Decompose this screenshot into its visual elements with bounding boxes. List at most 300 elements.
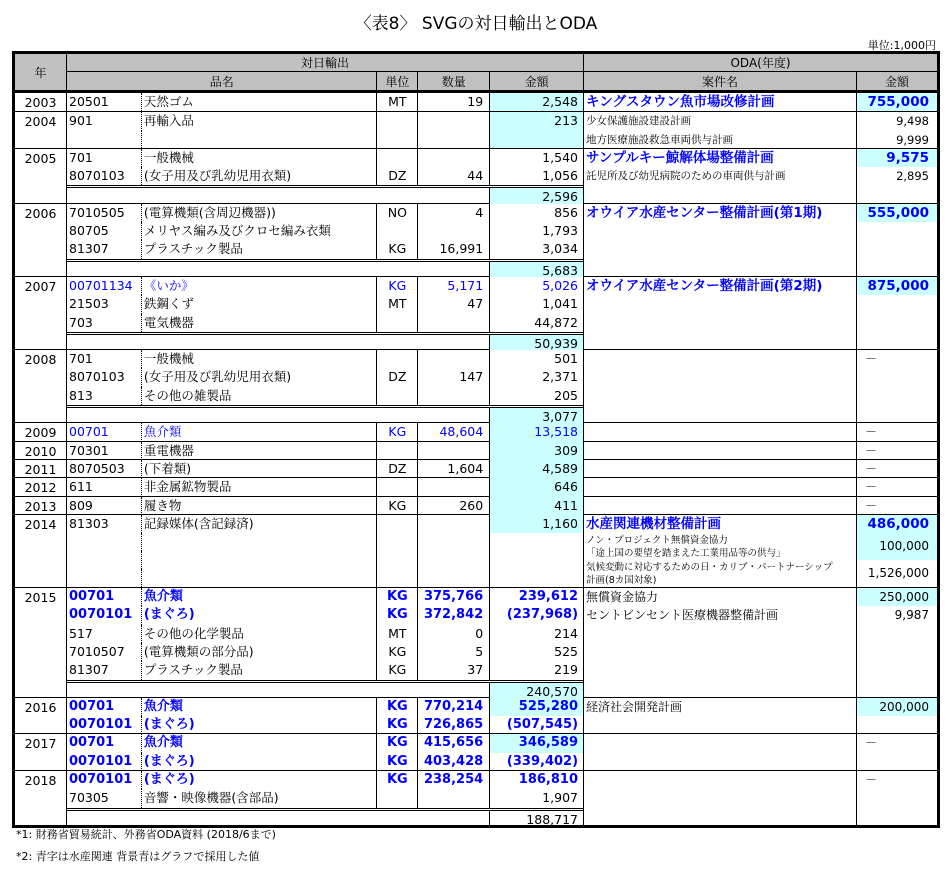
oda-amount: － bbox=[865, 352, 878, 367]
oda-project-name: 経済社会開発計画 bbox=[584, 698, 857, 716]
item-amount bbox=[490, 131, 583, 148]
item-qty bbox=[418, 478, 490, 496]
item-qty: 37 bbox=[418, 661, 490, 679]
item-unit bbox=[377, 131, 418, 148]
item-unit bbox=[377, 149, 418, 167]
item-name: 再輸入品 bbox=[141, 112, 378, 130]
item-qty bbox=[418, 533, 490, 551]
oda-row bbox=[584, 131, 937, 149]
oda-project-name: 少女保護施設建設計画 bbox=[584, 112, 857, 130]
item-name: その他の化学製品 bbox=[141, 625, 378, 643]
oda-project-name: 水産関連機材整備計画 bbox=[584, 515, 857, 533]
item-qty: 726,865 bbox=[418, 716, 490, 734]
item-qty bbox=[418, 149, 490, 167]
item-name: メリヤス編み及びクロセ編み衣類 bbox=[141, 222, 378, 240]
oda-row bbox=[584, 533, 937, 560]
export-items bbox=[67, 442, 584, 459]
year-block bbox=[15, 203, 937, 276]
item-name: (まぐろ) bbox=[141, 753, 378, 771]
year-cell: 2016 bbox=[15, 698, 67, 734]
item-name: 一般機械 bbox=[141, 149, 378, 167]
item-name bbox=[141, 533, 378, 551]
oda-filler bbox=[584, 716, 937, 733]
item-amount: 239,612 bbox=[518, 589, 579, 605]
oda-amount: 2,895 bbox=[896, 169, 929, 184]
item-unit: KG bbox=[377, 643, 418, 661]
item-name: 履き物 bbox=[141, 497, 378, 515]
year-cell: 2005 bbox=[15, 149, 67, 203]
oda-amount: 1,526,000 bbox=[867, 566, 929, 581]
item-unit bbox=[377, 789, 418, 807]
item-qty: 48,604 bbox=[418, 423, 490, 441]
item-code: 813 bbox=[69, 387, 93, 403]
item-qty: 16,991 bbox=[418, 240, 490, 258]
export-items bbox=[67, 588, 584, 697]
year-block bbox=[15, 441, 937, 459]
header-oda: ODA(年度) bbox=[584, 54, 937, 72]
item-name bbox=[141, 569, 378, 587]
item-code bbox=[67, 569, 141, 587]
item-amount bbox=[490, 569, 583, 587]
oda-items bbox=[584, 478, 937, 495]
oda-amount: 9,999 bbox=[896, 132, 929, 147]
oda-filler bbox=[584, 295, 937, 349]
oda-project-name: キングスタウン魚市場改修計画 bbox=[584, 93, 857, 111]
item-name: 魚介類 bbox=[141, 698, 378, 716]
oda-items bbox=[584, 460, 937, 477]
item-qty bbox=[418, 569, 490, 587]
item-name: (まぐろ) bbox=[141, 606, 378, 624]
export-row bbox=[67, 167, 583, 185]
footnote-1: *1: 財務省貿易統計、外務省ODA資料 (2018/6まで) bbox=[16, 828, 276, 841]
year-cell: 2011 bbox=[15, 460, 67, 477]
item-unit: DZ bbox=[377, 368, 418, 386]
item-amount: 213 bbox=[490, 112, 583, 130]
subtotal-spacer bbox=[67, 262, 490, 277]
export-row bbox=[67, 625, 583, 643]
oda-filler bbox=[584, 368, 937, 422]
oda-row bbox=[584, 588, 937, 606]
export-row bbox=[67, 515, 583, 533]
subtotal-row bbox=[67, 405, 583, 423]
subtotal-row bbox=[67, 680, 583, 698]
item-qty bbox=[418, 350, 490, 368]
item-name: 音響・映像機器(含部品) bbox=[141, 789, 378, 807]
item-unit bbox=[377, 551, 418, 569]
oda-amount: 250,000 bbox=[857, 588, 937, 606]
item-code: 81307 bbox=[69, 241, 109, 257]
export-row bbox=[67, 240, 583, 258]
year-cell: 2010 bbox=[15, 442, 67, 459]
year-cell: 2015 bbox=[15, 588, 67, 697]
item-amount: 3,034 bbox=[542, 241, 579, 257]
item-amount: 1,793 bbox=[542, 223, 579, 239]
item-code: 701 bbox=[69, 351, 93, 367]
item-qty bbox=[418, 551, 490, 569]
item-amount: 646 bbox=[490, 478, 583, 496]
oda-amount: － bbox=[865, 498, 878, 513]
oda-amount: 200,000 bbox=[857, 698, 937, 716]
oda-project-name bbox=[584, 442, 857, 460]
item-name: プラスチック製品 bbox=[141, 240, 378, 258]
item-amount: 219 bbox=[554, 662, 579, 678]
item-qty bbox=[418, 131, 490, 148]
item-unit: MT bbox=[377, 625, 418, 643]
subtotal-spacer bbox=[67, 683, 490, 698]
export-row bbox=[67, 789, 583, 807]
export-row bbox=[67, 478, 583, 496]
year-cell: 2009 bbox=[15, 423, 67, 440]
item-qty: 1,604 bbox=[418, 460, 490, 478]
item-unit bbox=[377, 515, 418, 533]
item-unit: KG bbox=[377, 588, 418, 606]
oda-row bbox=[584, 460, 937, 478]
item-amount: 1,041 bbox=[542, 296, 579, 312]
export-items bbox=[67, 460, 584, 477]
item-unit: KG bbox=[377, 734, 418, 752]
item-amount: 1,540 bbox=[542, 149, 579, 165]
item-unit: KG bbox=[377, 716, 418, 734]
item-code bbox=[67, 131, 141, 148]
export-row bbox=[67, 551, 583, 569]
export-row bbox=[67, 149, 583, 167]
year-cell: 2012 bbox=[15, 478, 67, 495]
oda-project-name bbox=[584, 350, 857, 368]
subtotal-amount: 50,939 bbox=[490, 335, 583, 350]
item-code: 00701 bbox=[69, 424, 109, 440]
page-title: 〈表8〉 SVGの対日輸出とODA bbox=[354, 14, 598, 34]
item-code: 00701 bbox=[69, 589, 115, 605]
item-amount: 5,026 bbox=[542, 277, 579, 293]
item-qty: 0 bbox=[418, 625, 490, 643]
oda-row bbox=[584, 112, 937, 130]
item-unit bbox=[377, 569, 418, 587]
oda-row bbox=[584, 698, 937, 716]
header-project: 案件名 bbox=[584, 72, 857, 90]
export-row bbox=[67, 204, 583, 222]
oda-project-name-line2: 「途上国の要望を踏まえた工業用品等の供与」 bbox=[586, 548, 786, 560]
item-name: 魚介類 bbox=[141, 588, 378, 606]
oda-row bbox=[584, 478, 937, 496]
oda-items bbox=[584, 588, 937, 697]
export-items bbox=[67, 478, 584, 495]
year-block bbox=[15, 111, 937, 148]
item-name: 一般機械 bbox=[141, 350, 378, 368]
item-name: その他の雑製品 bbox=[141, 387, 378, 405]
export-row bbox=[67, 112, 583, 130]
item-name: (女子用及び乳幼児用衣類) bbox=[141, 167, 378, 185]
footnote-2: *2: 青字は水産関連 背景青はグラフで採用した値 bbox=[16, 850, 260, 863]
item-code: 00701 bbox=[69, 698, 115, 714]
oda-row bbox=[584, 167, 937, 185]
year-cell: 2013 bbox=[15, 497, 67, 514]
item-name: 天然ゴム bbox=[141, 93, 378, 111]
year-cell: 2017 bbox=[15, 734, 67, 770]
item-amount: (237,968) bbox=[506, 607, 579, 623]
item-qty: 372,842 bbox=[418, 606, 490, 624]
item-code: 611 bbox=[69, 479, 93, 495]
item-qty: 375,766 bbox=[418, 588, 490, 606]
item-code: 00701 bbox=[69, 735, 115, 751]
item-unit: KG bbox=[377, 698, 418, 716]
item-amount: 856 bbox=[554, 204, 579, 220]
oda-project-name bbox=[584, 771, 857, 789]
item-name bbox=[141, 131, 378, 148]
export-row bbox=[67, 569, 583, 587]
oda-items bbox=[584, 112, 937, 148]
item-code: 0070101 bbox=[69, 772, 133, 787]
export-row bbox=[67, 368, 583, 386]
export-row bbox=[67, 350, 583, 368]
item-qty bbox=[418, 112, 490, 130]
item-unit: MT bbox=[377, 295, 418, 313]
header-oda-amount: 金額 bbox=[884, 74, 909, 89]
item-amount: 13,518 bbox=[490, 423, 583, 441]
item-unit: DZ bbox=[377, 460, 418, 478]
header-exports: 対日輸出 bbox=[67, 54, 583, 72]
oda-items bbox=[584, 350, 937, 422]
oda-row bbox=[584, 149, 937, 167]
export-row bbox=[67, 314, 583, 332]
year-block bbox=[15, 697, 937, 734]
oda-filler-name bbox=[584, 222, 857, 276]
subtotal-amount: 5,683 bbox=[490, 262, 583, 277]
header-qty: 数量 bbox=[418, 72, 490, 90]
item-amount: 501 bbox=[554, 351, 579, 367]
item-code: 80705 bbox=[69, 223, 109, 239]
item-qty: 4 bbox=[418, 204, 490, 222]
item-amount: (507,545) bbox=[506, 717, 579, 733]
item-code: 20501 bbox=[69, 94, 109, 109]
item-amount: 309 bbox=[490, 442, 583, 460]
subtotal-row bbox=[67, 259, 583, 277]
subtotal-amount: 2,596 bbox=[490, 188, 583, 203]
item-name: (女子用及び乳幼児用衣類) bbox=[141, 368, 378, 386]
oda-project-name-line1: ノン・プロジェクト無償資金協力 bbox=[586, 535, 728, 547]
oda-filler-name bbox=[584, 789, 857, 825]
oda-filler-name bbox=[584, 295, 857, 349]
header-amount: 金額 bbox=[524, 74, 549, 89]
item-name: 魚介類 bbox=[141, 734, 378, 752]
oda-amount: － bbox=[865, 736, 878, 751]
export-row bbox=[67, 533, 583, 551]
item-unit bbox=[377, 222, 418, 240]
item-name: (まぐろ) bbox=[141, 771, 378, 789]
item-qty: 5,171 bbox=[418, 277, 490, 295]
item-code: 517 bbox=[69, 625, 93, 641]
item-amount: 214 bbox=[554, 625, 579, 641]
export-row bbox=[67, 771, 583, 789]
export-row bbox=[67, 131, 583, 148]
export-items bbox=[67, 771, 584, 825]
oda-items bbox=[584, 423, 937, 440]
item-amount bbox=[490, 551, 583, 569]
item-qty: 44 bbox=[418, 167, 490, 185]
oda-row bbox=[584, 560, 937, 587]
export-row bbox=[67, 423, 583, 441]
item-code: 70301 bbox=[69, 442, 109, 458]
export-items bbox=[67, 204, 584, 276]
oda-project-name bbox=[584, 478, 857, 496]
export-row bbox=[67, 93, 583, 111]
oda-project-name: 地方医療施設救急車両供与計画 bbox=[584, 131, 857, 149]
oda-amount: 9,498 bbox=[896, 114, 929, 129]
oda-row bbox=[584, 515, 937, 533]
item-amount: 205 bbox=[554, 387, 579, 403]
item-unit bbox=[377, 314, 418, 332]
export-items bbox=[67, 112, 584, 148]
item-code: 7010505 bbox=[69, 204, 125, 220]
oda-project-name: 無償資金協力 bbox=[584, 588, 857, 606]
item-qty bbox=[418, 442, 490, 460]
item-name: (まぐろ) bbox=[141, 716, 378, 734]
oda-amount: 755,000 bbox=[857, 93, 937, 111]
item-code: 00701134 bbox=[69, 277, 133, 293]
item-code: 8070503 bbox=[69, 460, 125, 476]
subtotal-amount: 3,077 bbox=[490, 408, 583, 423]
export-items bbox=[67, 515, 584, 587]
oda-project-name bbox=[584, 533, 857, 560]
item-unit: KG bbox=[377, 423, 418, 441]
export-row bbox=[67, 716, 583, 734]
oda-amount: － bbox=[865, 773, 878, 787]
item-code: 701 bbox=[69, 149, 93, 165]
item-code: 7010507 bbox=[69, 643, 125, 659]
export-row bbox=[67, 698, 583, 716]
oda-row bbox=[584, 204, 937, 222]
item-unit bbox=[377, 442, 418, 460]
oda-project-name: オウイア水産センター整備計画(第2期) bbox=[584, 277, 857, 295]
year-cell: 2003 bbox=[15, 93, 67, 111]
item-amount: 186,810 bbox=[518, 772, 579, 787]
export-items bbox=[67, 149, 584, 203]
oda-amount: 9,987 bbox=[894, 608, 929, 623]
item-qty: 19 bbox=[418, 93, 490, 111]
export-row bbox=[67, 734, 583, 752]
item-name: (下着類) bbox=[141, 460, 378, 478]
item-unit bbox=[377, 112, 418, 130]
year-block bbox=[15, 276, 937, 349]
export-row bbox=[67, 753, 583, 771]
oda-row bbox=[584, 93, 937, 111]
item-amount: 2,371 bbox=[542, 369, 579, 385]
export-oda-table bbox=[12, 51, 940, 828]
export-items bbox=[67, 734, 584, 770]
oda-project-name-line2: 計画(8カ国対象) bbox=[586, 575, 657, 587]
item-name: 《いか》 bbox=[141, 277, 378, 295]
oda-amount: 875,000 bbox=[857, 277, 937, 295]
item-unit: NO bbox=[377, 204, 418, 222]
oda-items bbox=[584, 442, 937, 459]
year-block bbox=[15, 459, 937, 477]
oda-filler-name bbox=[584, 185, 857, 202]
item-amount: 1,907 bbox=[542, 790, 579, 806]
item-unit bbox=[377, 350, 418, 368]
subtotal-spacer bbox=[67, 811, 490, 826]
item-code: 8070103 bbox=[69, 168, 125, 184]
oda-items bbox=[584, 515, 937, 587]
oda-filler bbox=[584, 185, 937, 202]
year-block bbox=[15, 477, 937, 495]
item-qty: 403,428 bbox=[418, 753, 490, 771]
item-amount: (339,402) bbox=[506, 753, 579, 769]
export-row bbox=[67, 606, 583, 624]
item-unit: KG bbox=[377, 606, 418, 624]
oda-row bbox=[584, 771, 937, 789]
item-unit bbox=[377, 478, 418, 496]
oda-amount: － bbox=[865, 425, 878, 440]
item-amount: 346,589 bbox=[490, 734, 583, 752]
export-row bbox=[67, 661, 583, 679]
export-items bbox=[67, 698, 584, 734]
item-code: 70305 bbox=[69, 790, 109, 806]
oda-row bbox=[584, 734, 937, 752]
oda-project-name-line1: 気候変動に対応するための日・カリブ・パートナーシップ bbox=[586, 562, 833, 574]
year-cell: 2018 bbox=[15, 771, 67, 825]
item-unit bbox=[377, 387, 418, 405]
subtotal-amount: 240,570 bbox=[490, 683, 583, 698]
item-name: 電気機器 bbox=[141, 314, 378, 332]
item-qty bbox=[418, 387, 490, 405]
oda-project-name bbox=[584, 734, 857, 752]
oda-row bbox=[584, 350, 937, 368]
oda-project-name bbox=[584, 460, 857, 478]
item-name: 魚介類 bbox=[141, 423, 378, 441]
oda-filler bbox=[584, 789, 937, 825]
oda-row bbox=[584, 606, 937, 624]
oda-items bbox=[584, 734, 937, 770]
item-amount: 1,056 bbox=[542, 168, 579, 184]
item-code: 809 bbox=[69, 497, 93, 513]
item-qty: 415,656 bbox=[418, 734, 490, 752]
export-row bbox=[67, 442, 583, 460]
item-code: 0070101 bbox=[69, 753, 133, 769]
item-name: プラスチック製品 bbox=[141, 661, 378, 679]
year-block bbox=[15, 93, 937, 111]
year-cell: 2014 bbox=[15, 515, 67, 587]
oda-project-name: オウイア水産センター整備計画(第1期) bbox=[584, 204, 857, 222]
item-qty bbox=[418, 515, 490, 533]
subtotal-spacer bbox=[67, 188, 490, 203]
year-cell: 2007 bbox=[15, 277, 67, 349]
oda-row bbox=[584, 497, 937, 515]
subtotal-row bbox=[67, 332, 583, 350]
item-qty bbox=[418, 222, 490, 240]
oda-items bbox=[584, 771, 937, 825]
item-name: (電算機類(含周辺機器)) bbox=[141, 204, 378, 222]
oda-items bbox=[584, 497, 937, 514]
item-code: 703 bbox=[69, 314, 93, 330]
item-unit bbox=[377, 533, 418, 551]
oda-project-name bbox=[584, 497, 857, 515]
item-qty: 147 bbox=[418, 368, 490, 386]
oda-filler bbox=[584, 625, 937, 697]
oda-amount: － bbox=[865, 443, 878, 458]
item-name: 鉄鋼くず bbox=[141, 295, 378, 313]
item-unit: KG bbox=[377, 240, 418, 258]
year-cell: 2004 bbox=[15, 112, 67, 148]
year-block bbox=[15, 587, 937, 697]
oda-row bbox=[584, 277, 937, 295]
item-qty bbox=[418, 789, 490, 807]
year-block bbox=[15, 422, 937, 440]
subtotal-row bbox=[67, 185, 583, 203]
year-block bbox=[15, 770, 937, 825]
oda-project-name: セントビンセント医療機器整備計画 bbox=[584, 606, 857, 624]
item-unit: KG bbox=[377, 771, 418, 789]
item-code: 8070103 bbox=[69, 369, 125, 385]
oda-filler-name bbox=[584, 716, 857, 733]
